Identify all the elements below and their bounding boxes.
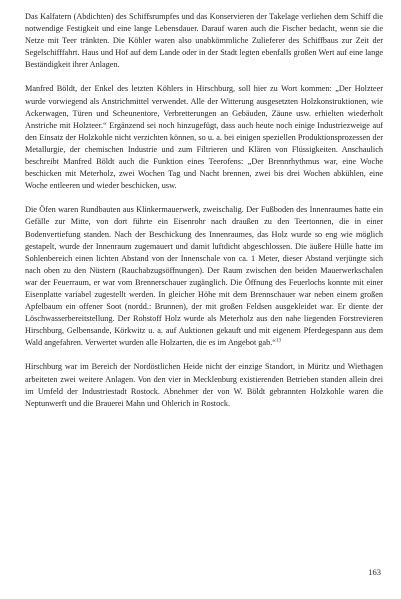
footnote-marker: 13 xyxy=(275,338,281,344)
paragraph-caulking: Das Kalfatern (Abdichten) des Schiffsrumpfes und das Konservieren der Takelage verliehen dem Schiff die notwendige Festigkeit und eine lange Lebensdauer. Darauf waren auch die Fischer bedacht, wenn sie die Netze mit Teer tränkten. Die Köhler waren also unabkömmliche Zulieferer des Schiffbaus zur Zeit der Segelschifffahrt. Haus und Hof auf dem Lande oder in der Stadt legten ebenfalls großen Wert auf eine lange Beständigkeit ihrer Anlagen. xyxy=(25,12,383,70)
paragraph-kilns-text: Die Öfen waren Rundbauten aus Klinkermauerwerk, zweischalig. Der Fußboden des Innenraumes hatte ein Gefälle zur Mitte, von dort führte ein Eisenrohr nach draußen zu den Teertonnen, die in einer Bodenvertiefung standen. Nach der Beschickung des Innenraumes, das Holz wurde so eng wie möglich gestapelt, wurde der Innenraum zugemauert und damit luftdicht abgeschlossen. Die äußere Hülle hatte im Sohlenbereich einen lichten Abstand von der Innenschale von ca. 1 Meter, dieser Abstand verjüngte sich nach oben zu den Nüstern (Rauchabzugsöffnungen). Der Raum zwischen den beiden Mauerwerkschalen war der Feuerraum, er war vom Brennerschauer zugänglich. Die Öffnung des Feuerlochs konnte mit einer Eisenplatte variabel zugestellt werden. In gleicher Höhe mit dem Brennschauer war neben einem großen Apfelbaum ein offener Soot (nordd.: Brunnen), der mit großen Feldsen ausgekleidet war. Er diente der Löschwasserbereitstellung. Der Rohstoff Holz wurde als Meterholz aus den nahe liegenden Forstrevieren Hirschburg, Gelbensande, Körkwitz u. a. auf Auktionen gekauft und mit eigenem Pferdegespann aus dem Wald angefahren. Verwertet wurden alle Holzarten, die es im Angebot gab.“ xyxy=(25,205,383,348)
paragraph-locations: Hirschburg war im Bereich der Nordöstlichen Heide nicht der einzige Standort, in Müritz und Wiethagen arbeiteten zwei weitere Anlagen. Von den vier in Mecklenburg existierenden Betrieben standen allein drei im Umfeld der Industriestadt Rostock. Abnehmer der von W. Böldt gebrannten Holzkohle waren die Neptunwerft und die Brauerei Mahn und Ohlerich in Rostock. xyxy=(25,362,383,408)
paragraph-boeldt-quote: Manfred Böldt, der Enkel des letzten Köhlers in Hirschburg, soll hier zu Wort kommen: „Der Holzteer wurde vorwiegend als Anstrichmittel verwendet. Alle der Witterung ausgesetzten Holzkonstruktionen, wie Ackerwagen, Türen und Scheunentore, Verbretterungen an Gebäuden, Zäune usw. erhielten wiederholt Anstriche mit Holzteer.“ Ergänzend sei noch hinzugefügt, dass auch heute noch einige Industriezweige auf den Einsatz der Holzkohle nicht verzichten können, so u. a. bei einigen speziellen Produktionsprozessen der Metallurgie, der chemischen Industrie und zum Filtrieren und Klären von Flüssigkeiten. Anschaulich beschreibt Manfred Böldt auch die Funktion eines Teerofens: „Der Brennrhythmus war, eine Woche beschicken mit Meterholz, zwei Wochen Tag und Nacht brennen, zwei bis drei Wochen abkühlen, eine Woche entleeren und wieder beschicken, usw. xyxy=(25,84,383,191)
page-number: 163 xyxy=(368,567,381,577)
paragraph-kilns xyxy=(25,204,383,349)
